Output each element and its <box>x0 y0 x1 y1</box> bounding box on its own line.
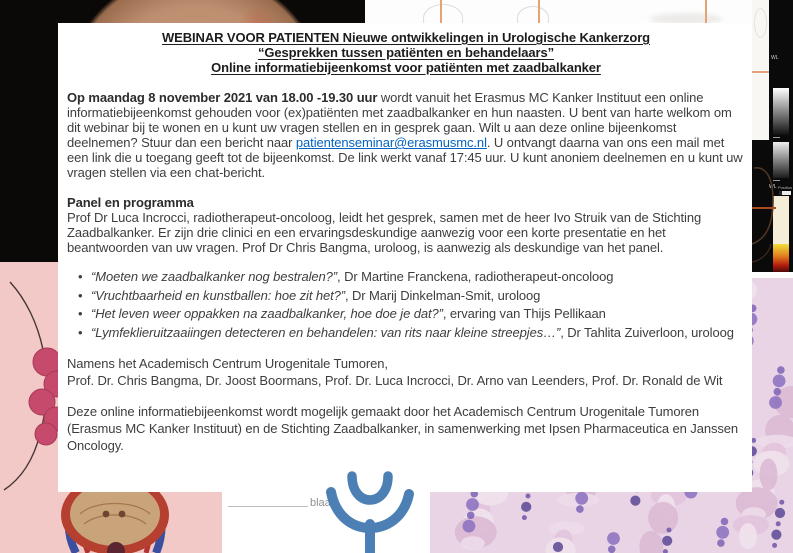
spacer <box>67 75 745 90</box>
bullet-2-quote: “Vruchtbaarheid en kunstballen: hoe zit het?” <box>91 287 345 303</box>
anatomy-pointer-line <box>228 506 308 507</box>
ct-crosshair-line <box>440 0 442 23</box>
spacer <box>67 255 745 268</box>
on-behalf-line-2: Prof. Dr. Chris Bangma, Dr. Joost Boormans, Prof. Dr. Luca Incrocci, Dr. Arno van Leenders, Prof. Dr. Ronald de Wit <box>67 373 723 388</box>
urology-logo <box>300 470 430 553</box>
on-behalf-line-1: Namens het Academisch Centrum Urogenitale Tumoren, <box>67 356 388 371</box>
ct-planning-strip <box>365 0 752 23</box>
rt-white-patch <box>752 0 769 140</box>
bullet-item-3 <box>91 305 745 324</box>
bullet-1-quote: “Moeten we zaadbalkanker nog bestralen?” <box>91 269 338 284</box>
window-level-label: WL <box>771 55 779 61</box>
spacer <box>67 180 745 195</box>
bullet-2-speaker: , Dr Marij Dinkelman-Smit, uroloog <box>344 287 541 303</box>
panel-paragraph: Prof Dr Luca Incrocci, radiotherapeut-oncoloog, leidt het gesprek, samen met de heer Ivo Struik van de Stichting Zaadbalkanker. Er zijn drie clinici en een ervaringsdeskundige aanwezig voor een korte presentatie en het beantwoorden van uw vragen. Prof Dr Chris Bangma, uroloog, is aanwezig als deskundige van het panel. <box>67 210 702 255</box>
ct-crosshair-line <box>538 0 540 23</box>
program-bullet-list <box>67 268 745 342</box>
rt-faint-contour <box>754 8 767 38</box>
flyer-document <box>58 23 752 492</box>
intro-text-before-link: wordt vanuit het Erasmus MC Kanker Instituut een online informatiebijeenkomst gehouden voor (ex)patiënten met zaadbalkanker en hun naasten. U bent van harte welkom om dit webinar bij te wonen en u kunt uw vragen stellen en in gesprek gaan. Wilt u aan deze online bijeenkomst deelnemen? Stuur dan een bericht naar <box>67 90 732 150</box>
bullet-3-quote: “Het leven weer oppakken na zaadbalkanker, hoe doe je dat?” <box>91 306 443 321</box>
intro-paragraph <box>67 90 745 180</box>
scale-tick <box>773 137 780 138</box>
bullet-item-1 <box>91 268 745 287</box>
rt-orange-line <box>752 71 769 73</box>
flyer-title <box>67 30 745 75</box>
spacer <box>67 342 745 355</box>
bullet-item-4 <box>91 324 745 343</box>
bullet-3-speaker: , ervaring van Thijs Pellikaan <box>442 306 606 321</box>
ct-crosshair-line <box>705 0 707 23</box>
title-line-1: WEBINAR VOOR PATIENTEN Nieuwe ontwikkelingen in Urologische Kankerzorg <box>161 30 651 45</box>
bullet-4-speaker: , Dr Tahlita Zuiverloon, uroloog <box>560 324 734 340</box>
intro-date-lead: Op maandag 8 november 2021 van 18.00 -19.30 uur <box>67 90 378 105</box>
closing-paragraph: Deze online informatiebijeenkomst wordt mogelijk gemaakt door het Academisch Centrum Urogenitale Tumoren (Erasmus MC Kanker Instituut) en de Stichting Zaadbalkanker, in samenwerking met Ipsen Pharmaceutica en Janssen Oncology. <box>67 404 739 453</box>
on-behalf-block <box>67 355 745 389</box>
position-label: Position <box>778 185 793 190</box>
email-link[interactable]: patientenseminar@erasmusmc.nl <box>295 135 487 150</box>
bullet-item-2 <box>91 287 745 306</box>
title-line-2: “Gesprekken tussen patiënten en behandelaars” <box>257 45 555 60</box>
window-level-label: WL <box>769 184 777 190</box>
title-line-3: Online informatiebijeenkomst voor patiënten met zaadbalkanker <box>211 60 601 75</box>
intro-text-after-link: . U ontvangt daarna van ons een mail met een link die u toegang geeft tot de bijeenkomst. De link werkt vanaf 17:45 uur. U kunt anoniem deelnemen en u kunt uw vragen stellen via een chat-bericht. <box>67 135 743 180</box>
panel-heading: Panel en programma <box>67 195 194 210</box>
rt-ct-contours <box>752 140 793 272</box>
radiotherapy-panel <box>752 0 793 272</box>
bullet-4-quote: “Lymfeklieruitzaaiingen detecteren en behandelen: van rits naar kleine streepjes…” <box>91 324 561 340</box>
grayscale-scale-bar <box>773 88 789 135</box>
anatomy-label: blaas <box>310 497 337 509</box>
spacer <box>67 389 745 403</box>
bullet-1-speaker: , Dr Martine Franckena, radiotherapeut-oncoloog <box>337 269 614 284</box>
